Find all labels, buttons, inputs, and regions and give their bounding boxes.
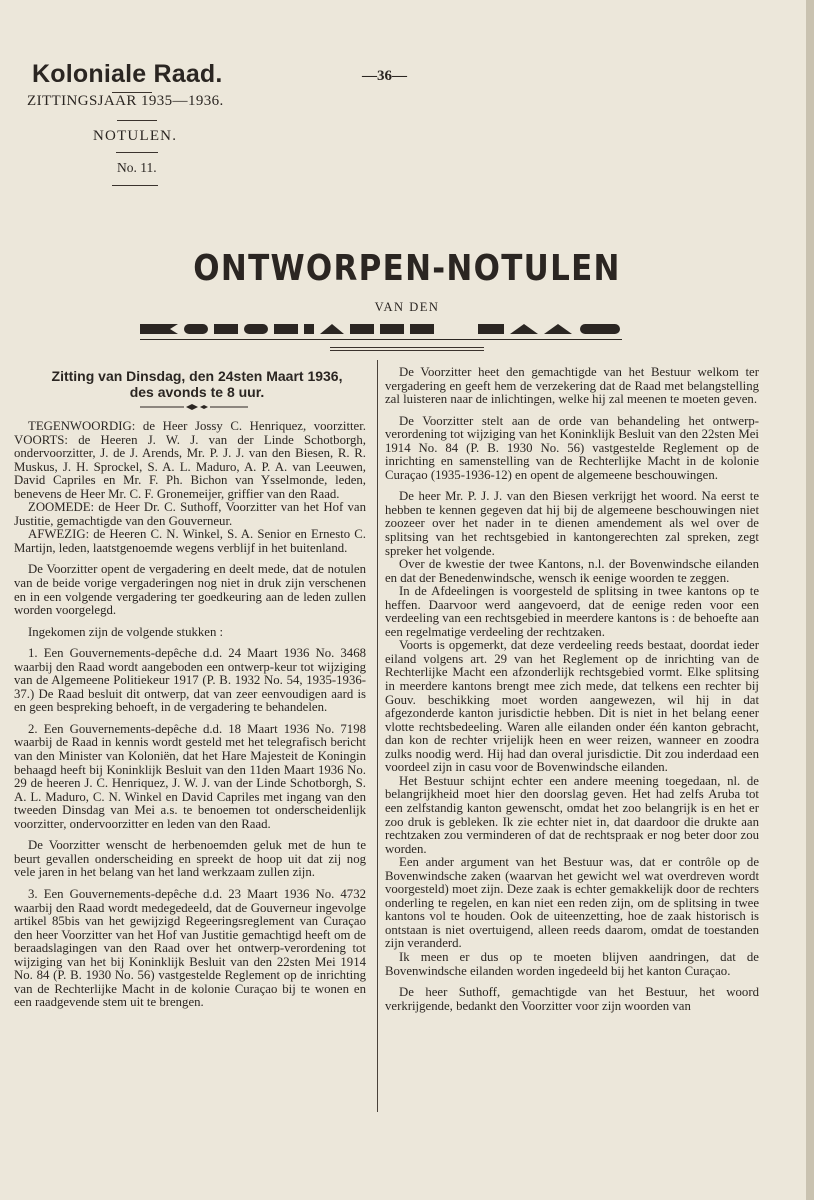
header-title: Koloniale Raad. (32, 60, 223, 88)
paragraph: Het Bestuur schijnt echter een andere meening toegedaan, nl. de belangrijkheid moet hier den doorslag geven. Het had zelfs Aruba tot een zelfstandig kanton gewenscht, omdat het zoo belangrijk is en het er zoo druk is gebleken. Ik zie echter niet in, dat daardoor die drukte aan rechtzaken zou verminderen of dat de rechtspraak er nog beter door zou worden. (385, 773, 759, 856)
paragraph: De Voorzitter opent de vergadering en deelt mede, dat de notulen van de beide vorige vergaderingen nog niet in druk zijn verschenen en in een volgende vergadering ter goedkeuring aan de leden zullen worden voorgelegd. (14, 562, 366, 618)
session-line: Zitting van Dinsdag, den 24sten Maart 1936, (51, 368, 343, 384)
paragraph: Ik meen er dus op te moeten blijven aandringen, dat de Bovenwindsche eilanden worden ingedeeld bij het kanton Curaçao. (385, 949, 759, 978)
page-edge (806, 0, 814, 1200)
paragraph: Over de kwestie der twee Kantons, n.l. der Bovenwindsche eilanden en dat der Benedenwindsche, wensch ik eenige woorden te zeggen. (385, 557, 759, 585)
header-rule (112, 185, 158, 186)
subtitle: VAN DEN (374, 300, 440, 314)
paragraph: Voorts is opgemerkt, dat deze verdeeling reeds bestaat, doordat ieder eiland volgens art. 29 van het Reglement op de inrichting van de Rechterlijke Macht een afzonderlijk rechtsgebied vormt. Elke splitsing in meerdere kantons brengt mee zich mede, dat telkens een rechter bij Gouv. beschikking moet worden aangewezen, wil hij in dat afgezonderde kanton jurisdictie hebben. Dit is niet in het belang eener vlotte rechtsbedeeling. Waren alle eilanden onder één kanton gebracht, dan kon de rechter vrijelijk heen en weer reizen, wanneer en zoodra zulks noodig werd. Hij had dan overal jurisdictie. Dit zou inderdaad een voordeel zijn in casu voor de Bovenwindsche eilanden. (385, 638, 759, 775)
title-rule (330, 347, 484, 348)
paragraph: 3. Een Gouvernements-depêche d.d. 23 Maart 1936 No. 4732 waarbij den Raad wordt medegedeeld, dat de Gouverneur ingevolge artikel 85bis van het gewijzigd Regeeringsreglement van Curaçao den heer Voorzitter van het Hof van Justitie gemachtigd heeft om de beraadslagingen van den Raad over het ontwerp-verordening tot wijziging van het bij Koninklijk Besluit van den 22sten Mei 1914 No. 84 (P. B. 1930 No. 56) vastgestelde Reglement op de inrichting van de Rechterlijke Macht in de kolonie Curaçao bij te wonen en een raadgevende stem uit te brengen. (14, 886, 366, 1010)
paragraph: Ingekomen zijn de volgende stukken : (28, 624, 224, 639)
raad-banner-logo (140, 318, 622, 340)
title-rule (330, 350, 484, 351)
paragraph: 1. Een Gouvernements-depêche d.d. 24 Maart 1936 No. 3468 waarbij den Raad wordt aangeboden een ontwerp-keur tot wijziging van de Algemeene Politiekeur 1917 (P. B. 1932 No. 54, 1935-1936-37.) De Raad besluit dit ontwerp, dat van zeer eenvoudigen aard is en geen bespreking behoeft, in de vergadering te behandelen. (14, 646, 366, 715)
paragraph: Een ander argument van het Bestuur was, dat er contrôle op de Bovenwindsche zaken (waarvan het gewicht wel wat overdreven wordt voorgesteld) moet zijn. Deze zaak is echter gemakkelijk door de rechters onderling te regelen, en kan niet een reden zijn, om de splitsing in twee kantons vol te houden. Ook de uiteenzetting, hoe de zaak historisch is ontstaan is niet overtuigend, alleen reeds daarom, omdat de toestanden zijn veranderd. (385, 855, 759, 951)
session-heading (42, 368, 352, 400)
paragraph: ZOOMEDE: de Heer Dr. C. Suthoff, Voorzitter van het Hof van Justitie, gemachtigde van den Gouverneur. (14, 500, 366, 528)
paragraph: De Voorzitter stelt aan de orde van behandeling het ontwerp-verordening tot wijziging van het Koninklijk Besluit van den 22sten Mei 1914 No. 84 (P. B. 1930 No. 56) vastgestelde Reglement op de inrichting en samenstelling van de Rechterlijke Macht in de kolonie Curaçao (1935-1936-12) en opent de algemeene beschouwingen. (385, 413, 759, 482)
ornament-divider (140, 402, 248, 412)
page-number: —36— (362, 68, 407, 84)
paragraph: De Voorzitter heet den gemachtigde van het Bestuur welkom ter vergadering en geeft hem de verzekering dat de Raad met belangstelling zal luisteren naar de inlichtingen, welke hij zal meenen te moeten geven. (385, 365, 759, 407)
left-column (14, 420, 366, 1010)
paragraph: AFWEZIG: de Heeren C. N. Winkel, S. A. Senior en Ernesto C. Martijn, leden, laatstgenoemde wegens verblijf in het buitenland. (14, 527, 366, 555)
main-title: ONTWORPEN-NOTULEN (193, 248, 621, 289)
paragraph: De Voorzitter wenscht de herbenoemden geluk met de hun te beurt gevallen onderscheiding en spreekt de hoop uit dat zij nog vele jaren in het belang van het land werkzaam zullen zijn. (14, 838, 366, 880)
paragraph: De heer Mr. P. J. J. van den Biesen verkrijgt het woord. Na eerst te hebben te kennen gegeven dat hij bij de algemeene beschouwingen niet zoozeer over het nader in te dienen amendement als wel over de splitsing van het rechtsgebied in kantongerechten zal spreken, zegt spreker het volgende. (385, 489, 759, 558)
paragraph: TEGENWOORDIG: de Heer Jossy C. Henriquez, voorzitter. VOORTS: de Heeren J. W. J. van der Linde Schotborgh, ondervoorzitter, J. de J. Arends, Mr. P. J. J. van den Biesen, R. R. Muskus, J. H. Sprockel, S. A. L. Maduro, A. P. A. van Leeuwen, David Capriles en Mr. F. Ph. Bichon van Ysselmonde, leden, benevens de Heer Mr. C. F. Gronemeijer, griffier van den Raad. (14, 419, 366, 501)
column-divider (377, 360, 378, 1112)
session-year: ZITTINGSJAAR 1935—1936. (27, 93, 224, 109)
paragraph: In de Afdeelingen is voorgesteld de splitsing in twee kantons op te heffen. Daarvoor werd aangevoerd, dat de eenige reden voor een verdeeling van een rechtsgebied in meerdere kantons is : de behoefte aan een regelmatige verdeeling der rechtzaken. (385, 584, 759, 639)
right-column (385, 366, 759, 1013)
paragraph: 2. Een Gouvernements-depêche d.d. 18 Maart 1936 No. 7198 waarbij de Raad in kennis wordt gesteld met het telegrafisch bericht van den Minister van Koloniën, dat het Hare Majesteit de Koningin behaagd heeft bij Koninklijk Besluit van den 11den Maart 1936 No. 29 de heeren J. C. Henriquez, J. W. J. van der Linde Schotborgh, S. A. L. Maduro, C. N. Winkel en David Capriles met ingang van den tweeden Dinsdag van Mei a.s. te benoemen tot onderscheidenlijk voorzitter, ondervoorzitter en leden van den Raad. (14, 721, 366, 831)
header-rule (116, 152, 158, 153)
paragraph: De heer Suthoff, gemachtigde van het Bestuur, het woord verkrijgende, bedankt den Voorzitter voor zijn woorden van (385, 985, 759, 1013)
issue-number: No. 11. (117, 160, 157, 175)
header-rule (117, 120, 157, 121)
section-label: NOTULEN. (93, 128, 178, 144)
session-line: des avonds te 8 uur. (129, 384, 265, 400)
